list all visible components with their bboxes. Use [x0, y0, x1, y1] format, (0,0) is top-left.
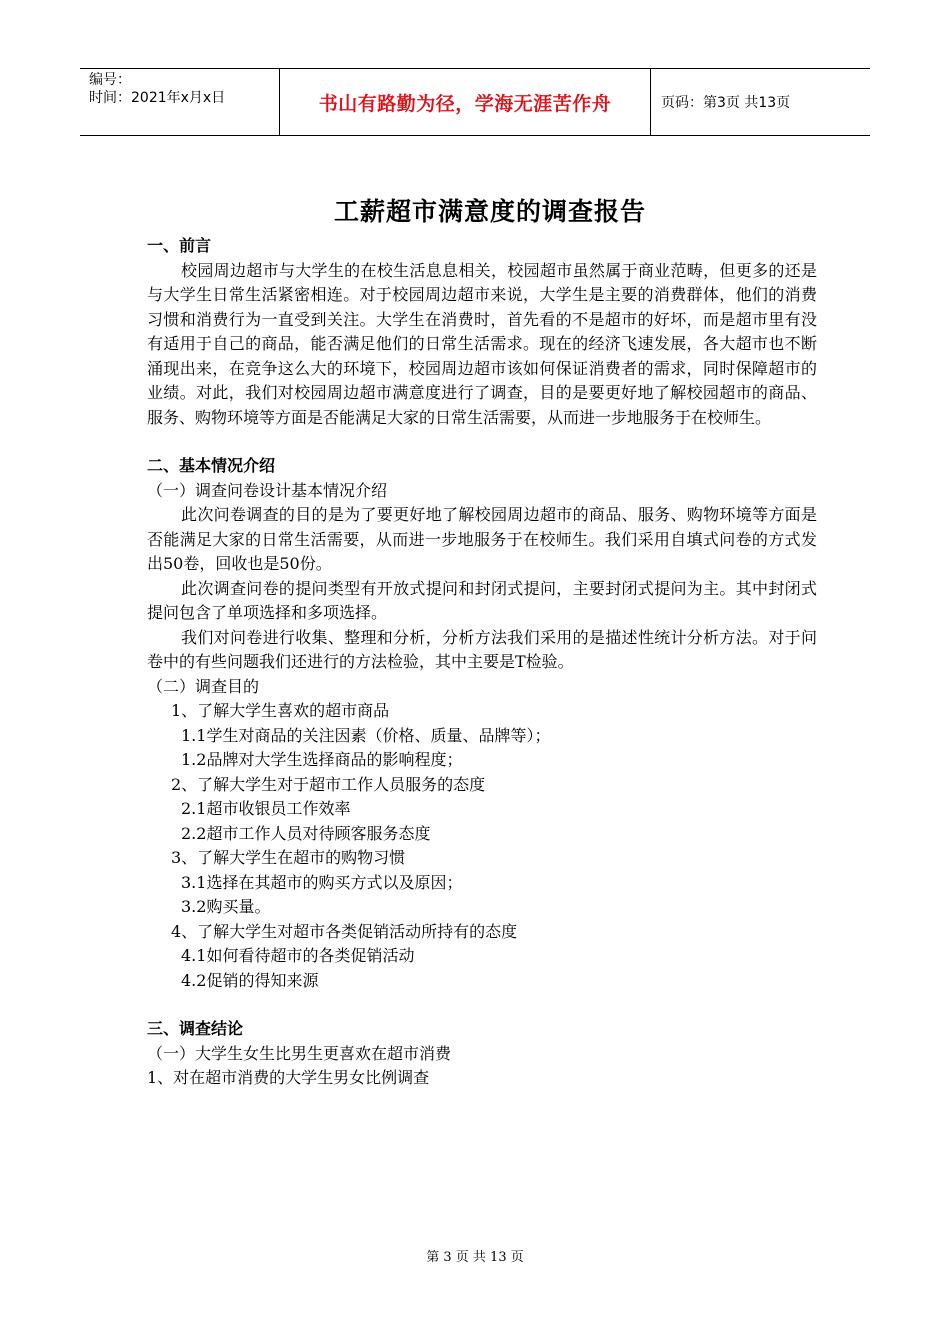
- purpose-item: 1.1学生对商品的关注因素（价格、质量、品牌等）；: [181, 725, 551, 745]
- number-label: 编号：: [89, 72, 131, 88]
- purpose-item: 2.1超市收银员工作效率: [181, 799, 351, 818]
- purpose-item: 4、了解大学生对超市各类促销活动所持有的态度: [171, 921, 518, 941]
- subsection-conclusion-1: （一）大学生女生比男生更喜欢在超市消费: [147, 1043, 452, 1063]
- header-motto-cell: [279, 69, 651, 135]
- subsection-purpose: （二）调查目的: [147, 676, 260, 696]
- purpose-item: 1、了解大学生喜欢的超市商品: [171, 701, 390, 720]
- purpose-item: 4.1如何看待超市的各类促销活动: [181, 946, 415, 965]
- page-info: 页码：第3页 共13页: [661, 95, 791, 111]
- questionnaire-paragraph-2: 此次调查问卷的提问类型有开放式提问和封闭式提问，主要封闭式提问为主。其中封闭式提问包含了单项选择和多项选择。: [147, 578, 817, 622]
- purpose-item: 3.1选择在其超市的购买方式以及原因；: [181, 872, 463, 892]
- time-label: 时间：2021年x月x日: [89, 90, 226, 106]
- page-footer: 第 3 页 共 13 页: [426, 1250, 524, 1265]
- subsection-questionnaire: （一）调查问卷设计基本情况介绍: [147, 480, 388, 500]
- purpose-item: 1.2品牌对大学生选择商品的影响程度；: [181, 750, 463, 769]
- conclusion-item-1: 1、对在超市消费的大学生男女比例调查: [147, 1068, 430, 1087]
- questionnaire-paragraph-1: 此次问卷调查的目的是为了要更好地了解校园周边超市的商品、服务、购物环境等方面是否能满足大家的日常生活需要，从而进一步地服务于在校师生。我们采用自填式问卷的方式发出50卷，回收也是50份。: [147, 505, 817, 573]
- section-heading-conclusion: 三、调查结论: [147, 1019, 244, 1038]
- purpose-item: 3.2购买量。: [181, 897, 271, 916]
- document-body: [147, 234, 817, 1091]
- document-title: 工薪超市满意度的调查报告: [333, 197, 646, 226]
- purpose-item: 4.2促销的得知来源: [181, 970, 319, 990]
- purpose-item: 3、了解大学生在超市的购物习惯: [171, 848, 406, 867]
- preface-paragraph: 校园周边超市与大学生的在校生活息息相关，校园超市虽然属于商业范畴，但更多的还是与大学生日常生活紧密相连。对于校园周边超市来说，大学生是主要的消费群体，他们的消费习惯和消费行为一直受到关注。大学生在消费时，首先看的不是超市的好坏，而是超市里有没有适用于自己的商品，能否满足他们的日常生活需求。现在的经济飞速发展，各大超市也不断涌现出来，在竞争这么大的环境下，校园周边超市该如何保证消费者的需求，同时保障超市的业绩。对此，我们对校园周边超市满意度进行了调查，目的是要更好地了解校园超市的商品、服务、购物环境等方面是否能满足大家的日常生活需要，从而进一步地服务于在校师生。: [147, 260, 817, 427]
- header-page-info: [651, 69, 870, 135]
- section-heading-basic-info: 二、基本情况介绍: [147, 456, 276, 475]
- section-heading-preface: 一、前言: [147, 236, 212, 255]
- purpose-list: [147, 699, 817, 993]
- purpose-item: 2、了解大学生对于超市工作人员服务的态度: [171, 774, 486, 794]
- motto: 书山有路勤为径，学海无涯苦作舟: [318, 92, 612, 115]
- page-header: [80, 68, 870, 136]
- purpose-item: 2.2超市工作人员对待顾客服务态度: [181, 823, 431, 843]
- questionnaire-paragraph-3: 我们对问卷进行收集、整理和分析，分析方法我们采用的是描述性统计分析方法。对于问卷中的有些问题我们还进行的方法检验，其中主要是T检验。: [147, 627, 817, 671]
- header-meta: [80, 69, 279, 135]
